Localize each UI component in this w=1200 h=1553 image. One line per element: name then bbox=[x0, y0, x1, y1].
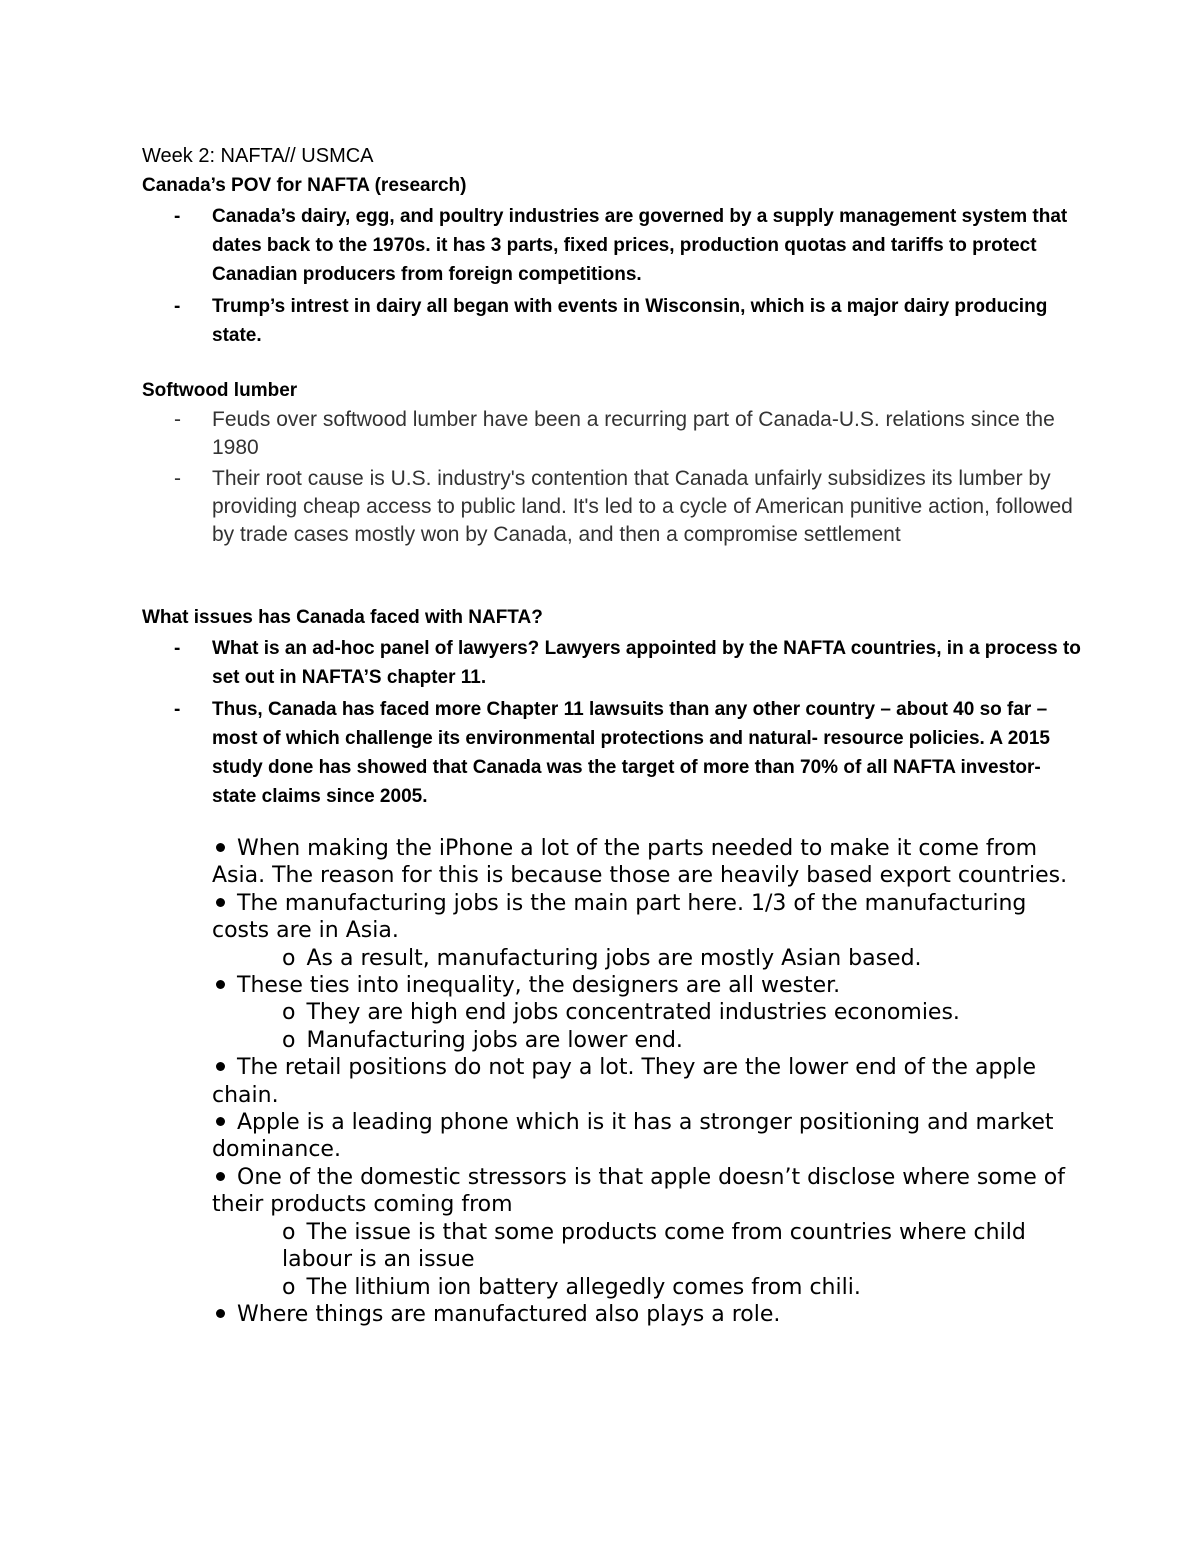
sub-list-item bbox=[212, 1274, 1072, 1301]
list-item bbox=[212, 890, 1072, 945]
list-item-text: When making the iPhone a lot of the parts needed to make it come from Asia. The reason for this is because those are heavily based export countries. bbox=[212, 836, 1068, 889]
list-item bbox=[142, 465, 1082, 549]
list-item-text: These ties into inequality, the designers are all wester. bbox=[237, 973, 841, 999]
sub-list-item bbox=[212, 999, 1072, 1026]
sub-list-item bbox=[212, 945, 1072, 972]
bullet-icon bbox=[216, 1309, 225, 1318]
list-item-text: The issue is that some products come from countries where child labour is an issue bbox=[282, 1219, 1026, 1273]
list-item bbox=[212, 972, 1072, 999]
bullet-icon bbox=[216, 980, 225, 989]
list-item-text: As a result, manufacturing jobs are mostly Asian based. bbox=[306, 945, 922, 971]
bullet-icon bbox=[216, 898, 225, 907]
bullet-icon bbox=[216, 1172, 225, 1181]
list-item bbox=[212, 1054, 1072, 1109]
sub-bullet-marker: o bbox=[282, 1027, 296, 1053]
list-item-text: Manufacturing jobs are lower end. bbox=[306, 1027, 683, 1053]
list-item bbox=[142, 202, 1082, 289]
document-title: Week 2: NAFTA// USMCA bbox=[142, 145, 374, 167]
list-item bbox=[212, 1164, 1072, 1219]
dash-marker: - bbox=[174, 467, 181, 490]
list-item-text: One of the domestic stressors is that apple doesn’t disclose where some of their products coming from bbox=[212, 1164, 1065, 1218]
dash-marker: - bbox=[174, 699, 181, 720]
section-heading-canada-pov: Canada’s POV for NAFTA (research) bbox=[142, 175, 467, 196]
bullet-icon bbox=[216, 843, 225, 852]
list-item-text: Trump’s intrest in dairy all began with events in Wisconsin, which is a major dairy producing state. bbox=[212, 296, 1048, 346]
list-item bbox=[212, 1301, 1072, 1328]
section-heading-nafta-issues: What issues has Canada faced with NAFTA? bbox=[142, 607, 543, 628]
section-heading-softwood-lumber: Softwood lumber bbox=[142, 380, 298, 401]
dash-marker: - bbox=[174, 296, 181, 317]
list-item bbox=[142, 634, 1082, 692]
dash-marker: - bbox=[174, 206, 181, 227]
list-item-text: They are high end jobs concentrated industries economies. bbox=[306, 1000, 960, 1026]
list-item bbox=[212, 1109, 1072, 1164]
list-item-text: The manufacturing jobs is the main part here. 1/3 of the manufacturing costs are in Asia. bbox=[212, 890, 1027, 944]
sub-bullet-marker: o bbox=[282, 1000, 296, 1026]
dash-marker: - bbox=[174, 408, 181, 431]
sub-bullet-marker: o bbox=[282, 1274, 296, 1300]
list-item-text: Their root cause is U.S. industry's contention that Canada unfairly subsidizes its lumber by providing cheap access to public land. It's led to a cycle of American punitive action, followed by trade cases mostly won by Canada, and then a compromise settlement bbox=[212, 467, 1073, 546]
dash-marker: - bbox=[174, 638, 181, 659]
bullet-icon bbox=[216, 1117, 225, 1126]
list-item-text: The retail positions do not pay a lot. They are the lower end of the apple chain. bbox=[212, 1055, 1037, 1108]
iphone-notes-list bbox=[212, 835, 1072, 1328]
sub-list-item bbox=[212, 1027, 1072, 1054]
list-item-text: The lithium ion battery allegedly comes from chili. bbox=[306, 1274, 861, 1300]
list-item-text: Where things are manufactured also plays a role. bbox=[237, 1301, 781, 1327]
list-item bbox=[142, 695, 1082, 811]
list-item-text: Thus, Canada has faced more Chapter 11 lawsuits than any other country – about 40 so far – most of which challenge its environmental protections and natural- resource policies. A 2015 study done has showed that Canada was the target of more than 70% of all NAFTA investor-state claims since 2005. bbox=[212, 699, 1050, 807]
sub-list-item bbox=[212, 1219, 1072, 1274]
list-item-text: Apple is a leading phone which is it has a stronger positioning and market dominance. bbox=[212, 1110, 1054, 1163]
canada-pov-list bbox=[142, 202, 1082, 350]
list-item-text: What is an ad-hoc panel of lawyers? Lawyers appointed by the NAFTA countries, in a process to set out in NAFTA’S chapter 11. bbox=[212, 638, 1081, 688]
sub-bullet-marker: o bbox=[282, 1219, 296, 1245]
list-item bbox=[142, 292, 1082, 350]
nafta-issues-list bbox=[142, 634, 1082, 811]
list-item-text: Feuds over softwood lumber have been a recurring part of Canada-U.S. relations since the 1980 bbox=[212, 408, 1055, 459]
bullet-icon bbox=[216, 1062, 225, 1071]
list-item-text: Canada’s dairy, egg, and poultry industries are governed by a supply management system that dates back to the 1970s. it has 3 parts, fixed prices, production quotas and tariffs to protect Canadian producers from foreign competitions. bbox=[212, 206, 1068, 285]
softwood-lumber-list bbox=[142, 406, 1082, 549]
sub-bullet-marker: o bbox=[282, 945, 296, 971]
list-item bbox=[212, 835, 1072, 890]
list-item bbox=[142, 406, 1082, 462]
